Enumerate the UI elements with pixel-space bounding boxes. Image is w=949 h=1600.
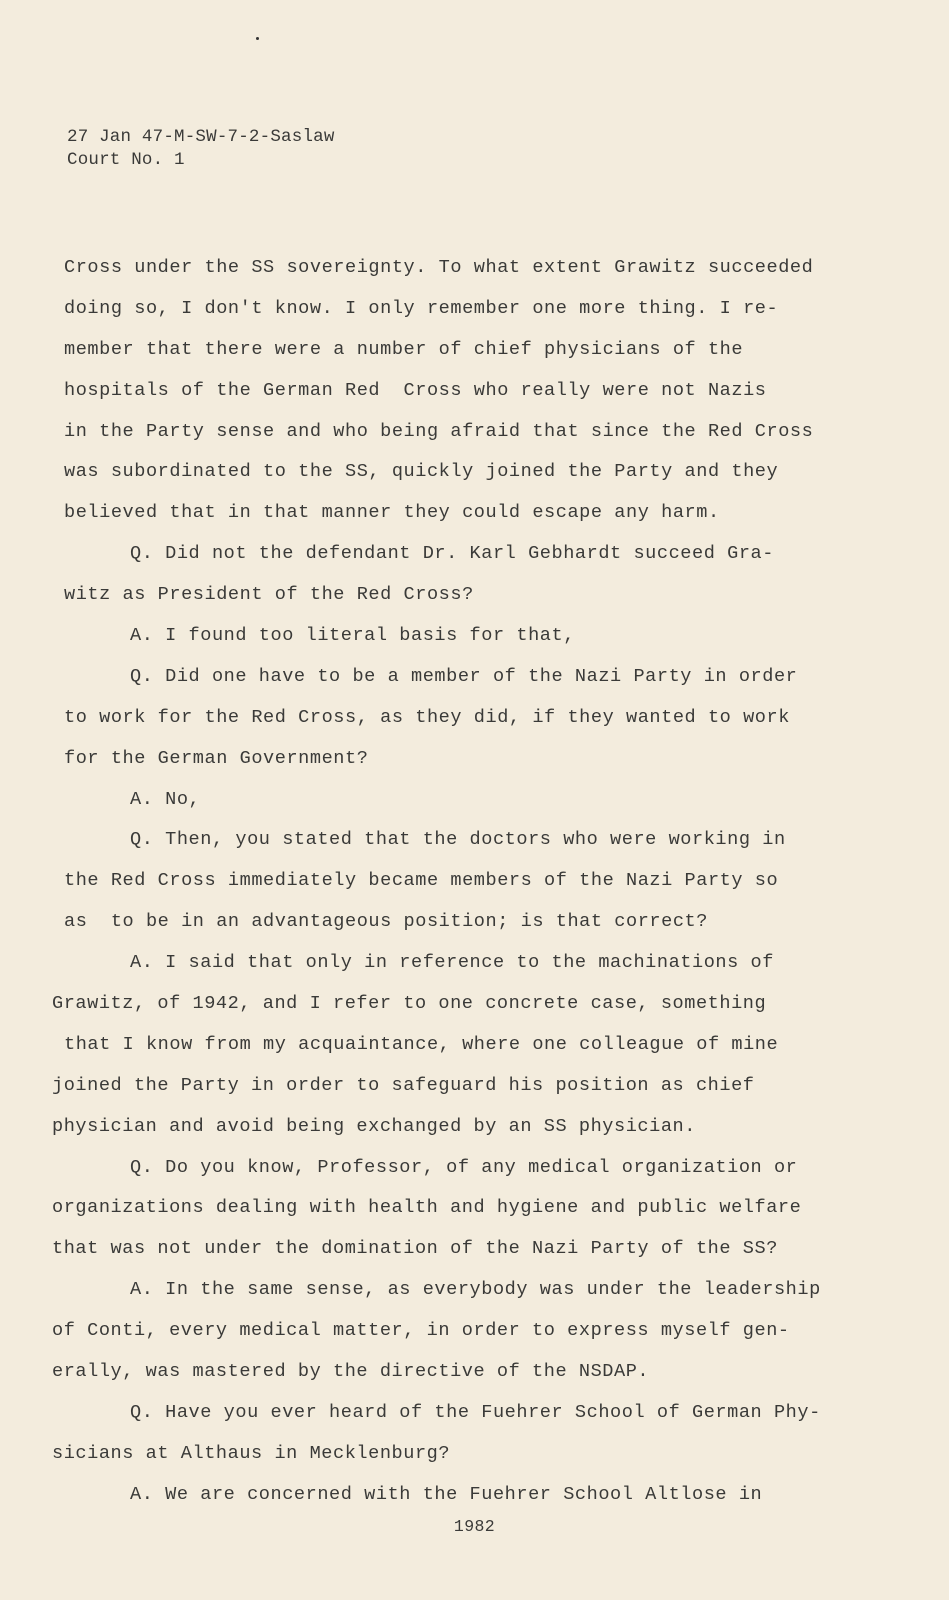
header-reference: 27 Jan 47-M-SW-7-2-Saslaw <box>67 127 335 147</box>
transcript-line: A. No, <box>130 788 201 810</box>
transcript-line: doing so, I don't know. I only remember one more thing. I re- <box>64 297 779 319</box>
transcript-line: physician and avoid being exchanged by an SS physician. <box>52 1115 696 1137</box>
document-header <box>67 126 335 172</box>
transcript-line: as to be in an advantageous position; is that correct? <box>64 911 708 933</box>
transcript-line: Q. Did not the defendant Dr. Karl Gebhardt succeed Gra- <box>130 543 774 565</box>
transcript-line: A. We are concerned with the Fuehrer School Altlose in <box>130 1483 763 1505</box>
transcript-line: Q. Do you know, Professor, of any medical organization or <box>130 1156 798 1178</box>
transcript-body <box>52 248 852 1516</box>
transcript-line: witz as President of the Red Cross? <box>64 584 474 606</box>
transcript-line: member that there were a number of chief physicians of the <box>64 338 744 360</box>
transcript-line: to work for the Red Cross, as they did, if they wanted to work <box>64 706 790 728</box>
header-court: Court No. 1 <box>67 150 185 170</box>
transcript-line: Cross under the SS sovereignty. To what extent Grawitz succeeded <box>64 257 814 278</box>
transcript-line: that I know from my acquaintance, where one colleague of mine <box>64 1033 779 1055</box>
transcript-line: the Red Cross immediately became members of the Nazi Party so <box>64 870 779 892</box>
transcript-line: of Conti, every medical matter, in order to express myself gen- <box>52 1320 790 1342</box>
ink-dot <box>256 37 259 40</box>
transcript-line: erally, was mastered by the directive of the NSDAP. <box>52 1361 650 1383</box>
transcript-line: joined the Party in order to safeguard his position as chief <box>52 1074 755 1096</box>
transcript-line: Grawitz, of 1942, and I refer to one concrete case, something <box>52 993 767 1015</box>
transcript-line: in the Party sense and who being afraid that since the Red Cross <box>64 420 814 442</box>
transcript-line: Q. Did one have to be a member of the Nazi Party in order <box>130 665 798 687</box>
transcript-line: A. I said that only in reference to the machinations of <box>130 952 774 974</box>
transcript-line: Q. Have you ever heard of the Fuehrer School of German Phy- <box>130 1401 821 1423</box>
transcript-line: A. In the same sense, as everybody was under the leadership <box>130 1279 821 1301</box>
transcript-line: A. I found too literal basis for that, <box>130 625 575 647</box>
transcript-line: sicians at Althaus in Mecklenburg? <box>52 1442 451 1464</box>
transcript-line: organizations dealing with health and hygiene and public welfare <box>52 1197 802 1219</box>
transcript-line: for the German Government? <box>64 747 369 769</box>
transcript-line: Q. Then, you stated that the doctors who were working in <box>130 829 786 851</box>
transcript-line: believed that in that manner they could escape any harm. <box>64 502 720 524</box>
transcript-line: hospitals of the German Red Cross who really were not Nazis <box>64 379 767 401</box>
transcript-line: was subordinated to the SS, quickly joined the Party and they <box>64 461 779 483</box>
page-number: 1982 <box>453 1517 496 1536</box>
transcript-line: that was not under the domination of the Nazi Party of the SS? <box>52 1238 778 1260</box>
